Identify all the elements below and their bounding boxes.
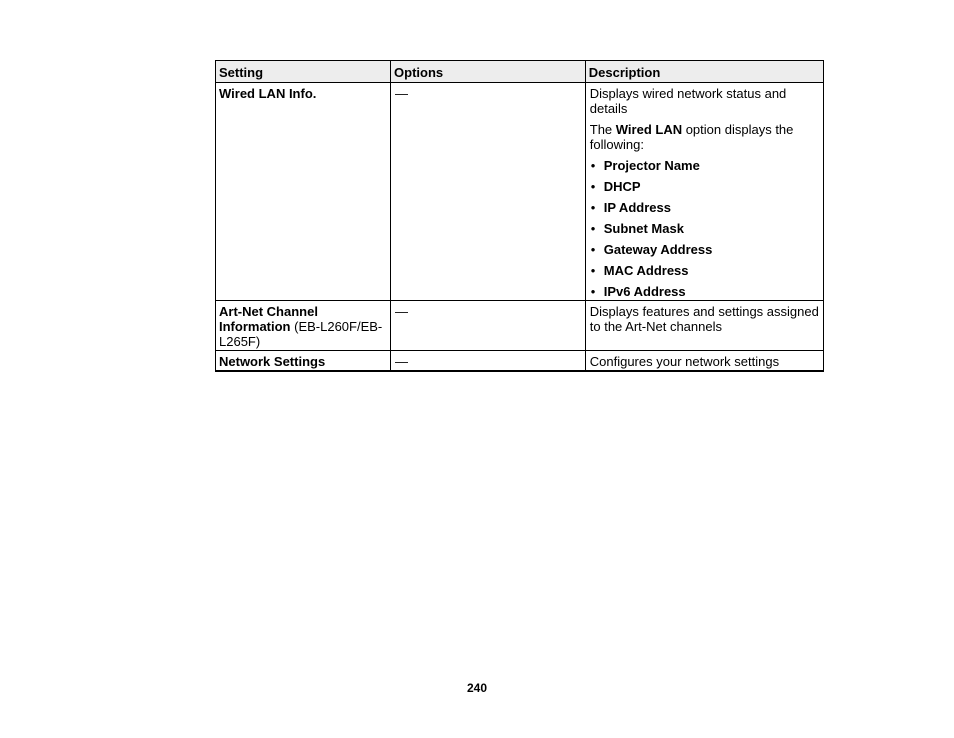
list-item <box>590 263 820 278</box>
list-item-label: DHCP <box>603 179 641 194</box>
note-option-name: Wired LAN <box>615 122 683 137</box>
list-item-label: Gateway Address <box>603 242 713 257</box>
bullet-icon: • <box>590 221 596 236</box>
bullet-icon: • <box>590 242 596 257</box>
list-item-label: IP Address <box>603 200 671 215</box>
list-item <box>590 221 820 236</box>
list-item <box>590 200 820 215</box>
header-options: Options <box>391 61 586 83</box>
list-item <box>590 158 820 173</box>
bullet-icon: • <box>590 200 596 215</box>
list-item-label: MAC Address <box>603 263 689 278</box>
description-cell: Configures your network settings <box>585 351 823 372</box>
bullet-icon: • <box>590 179 596 194</box>
options-cell: — <box>391 83 586 301</box>
setting-name: Art-Net Channel Information <box>219 304 318 334</box>
setting-model-note: (EB-L260F/EB-L265F) <box>219 319 383 349</box>
list-item-label: IPv6 Address <box>603 284 686 299</box>
description-cell: Displays features and settings assigned to the Art-Net channels <box>585 301 823 351</box>
setting-cell: Network Settings <box>216 351 391 372</box>
table-header-row <box>216 61 824 83</box>
list-item <box>590 284 820 299</box>
note-suffix: option displays the following: <box>589 122 794 152</box>
header-description: Description <box>585 61 823 83</box>
list-item-label: Subnet Mask <box>603 221 684 236</box>
list-item-label: Projector Name <box>603 158 700 173</box>
options-cell: — <box>391 301 586 351</box>
list-item <box>590 242 820 257</box>
setting-cell <box>216 301 391 351</box>
info-item-list <box>590 158 820 299</box>
note-prefix: The <box>589 122 616 137</box>
settings-table <box>215 60 824 372</box>
bullet-icon: • <box>590 263 596 278</box>
setting-cell: Wired LAN Info. <box>216 83 391 301</box>
table-row <box>216 83 824 301</box>
bullet-icon: • <box>590 284 596 299</box>
description-cell <box>585 83 823 301</box>
header-setting: Setting <box>216 61 391 83</box>
bullet-icon: • <box>590 158 596 173</box>
description-text: Displays wired network status and details <box>589 86 787 116</box>
list-item <box>590 179 820 194</box>
page-number: 240 <box>466 681 488 695</box>
table-row <box>216 351 824 372</box>
options-cell: — <box>391 351 586 372</box>
description-note <box>590 122 820 152</box>
table-row <box>216 301 824 351</box>
